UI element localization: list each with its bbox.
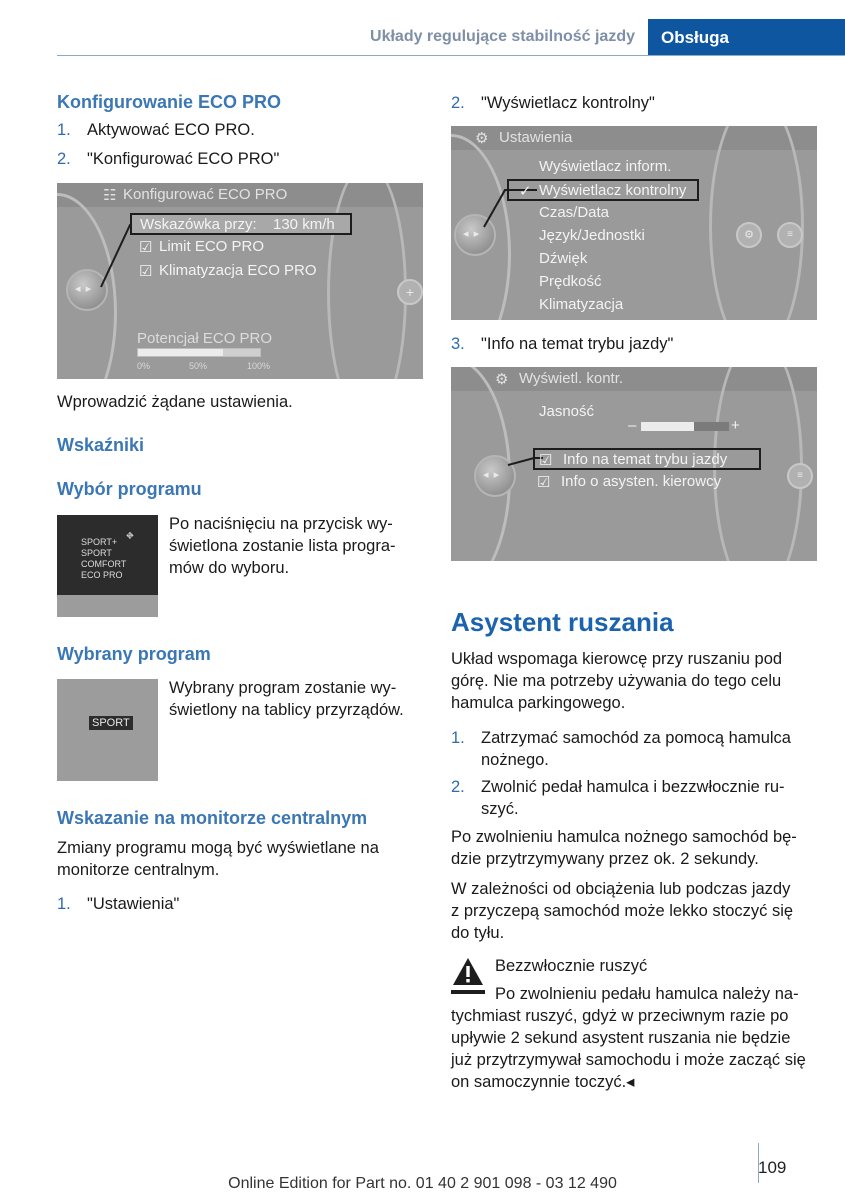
eco-pro-screen — [57, 183, 423, 379]
indicators-heading: Wskaźniki — [57, 435, 145, 455]
selected-program-photo — [57, 679, 158, 781]
display-icon: ⚙ — [495, 371, 509, 388]
step-text: "Wyświetlacz kontrolny" — [481, 94, 655, 112]
step-number: 2. — [57, 150, 71, 168]
brightness-plus[interactable]: + — [731, 417, 740, 434]
selected-text-line: Wybrany program zostanie wy- — [169, 679, 397, 697]
checkbox-icon: ☑ — [539, 452, 553, 469]
step-number: 2. — [451, 778, 465, 796]
warning-line: upływie 2 sekund asystent ruszania nie będzie — [451, 1029, 791, 1047]
program-item: COMFORT — [81, 559, 127, 569]
menu-item-label: Wyświetlacz kontrolny — [539, 182, 687, 199]
display-panel — [57, 515, 158, 595]
screen-title: Ustawienia — [499, 129, 573, 146]
option-label: Info na temat trybu jazdy — [563, 451, 728, 468]
program-text-line: świetlona zostanie lista progra- — [169, 537, 396, 555]
paragraph-line: dzie przytrzymywany przez ok. 2 sekundy. — [451, 850, 759, 868]
paragraph-line: W zależności od obciążenia lub podczas jazdy — [451, 880, 791, 898]
central-monitor-heading: Wskazanie na monitorze centralnym — [57, 808, 368, 828]
paragraph-line: z przyczepą samochód może lekko stoczyć się — [451, 902, 794, 920]
eco-pro-potential-bar — [137, 348, 261, 357]
settings-side-icon: ⚙ — [736, 222, 762, 248]
sport-badge: SPORT — [89, 716, 133, 730]
gear-icon: ⚙ — [475, 130, 489, 147]
step-text: szyć. — [481, 800, 519, 818]
warning-line: już przytrzymywał samochodu i może zacząć się — [451, 1051, 806, 1069]
eco-pro-potential-label: Potencjał ECO PRO — [137, 330, 273, 347]
settings-screen — [451, 126, 817, 320]
driver-assistance-info-option[interactable]: Info o asysten. kierowcy — [561, 473, 722, 490]
limit-eco-pro-option[interactable]: Limit ECO PRO — [159, 238, 265, 255]
section-title: Układy regulujące stabilność jazdy — [370, 28, 635, 45]
menu-side-icon: ≡ — [777, 222, 803, 248]
program-text-line: mów do wyboru. — [169, 559, 290, 577]
dsc-off-icon: ⛖ — [126, 531, 134, 542]
menu-side-icon: ≡ — [787, 463, 813, 489]
brightness-minus[interactable]: – — [628, 417, 637, 434]
step-text: Zwolnić pedał hamulca i bezzwłocznie ru- — [481, 778, 785, 796]
brightness-slider[interactable] — [641, 422, 729, 431]
step-number: 1. — [57, 121, 71, 139]
monitor-text-line: Zmiany programu mogą być wyświetlane na — [57, 839, 379, 857]
chapter-tab: Obsługa — [648, 19, 845, 55]
checkbox-icon: ☑ — [139, 239, 153, 256]
program-item: ECO PRO — [81, 570, 123, 580]
monitor-text-line: monitorze centralnym. — [57, 861, 220, 879]
plus-icon: + — [397, 279, 423, 305]
hint-label: Wskazówka przy: — [140, 216, 257, 233]
menu-item[interactable]: Klimatyzacja — [539, 296, 624, 313]
header-rule — [57, 55, 845, 56]
menu-item-selected[interactable] — [507, 179, 699, 201]
paragraph: Wprowadzić żądane ustawienia. — [57, 393, 293, 411]
warning-title: Bezzwłocznie ruszyć — [495, 957, 648, 975]
step-text: "Info na temat trybu jazdy" — [481, 335, 674, 353]
step-text: Zatrzymać samochód za pomocą hamulca — [481, 729, 791, 747]
checkbox-icon: ☑ — [537, 474, 551, 491]
step-number: 2. — [451, 94, 465, 112]
program-list — [81, 537, 126, 581]
settings-icon: ☷ — [103, 187, 117, 204]
step-number: 3. — [451, 335, 465, 353]
screen-title: Wyświetl. kontr. — [519, 370, 624, 387]
brightness-label: Jasność — [539, 403, 595, 420]
program-list-photo — [57, 515, 158, 617]
eco-pro-potential-fill — [138, 349, 223, 356]
paragraph-line: do tyłu. — [451, 924, 505, 942]
menu-item[interactable]: Dźwięk — [539, 250, 588, 267]
step-text: "Ustawienia" — [87, 895, 180, 913]
selected-program-heading: Wybrany program — [57, 644, 211, 664]
program-text-line: Po naciśnięciu na przycisk wy- — [169, 515, 393, 533]
checkbox-icon: ☑ — [139, 263, 153, 280]
menu-item[interactable]: Język/Jednostki — [539, 227, 645, 244]
hint-speed-row[interactable] — [130, 213, 352, 235]
screen-title: Konfigurować ECO PRO — [123, 186, 288, 203]
scale-label: 50% — [189, 361, 208, 371]
scale-label: 0% — [137, 361, 151, 371]
display-screen — [451, 367, 817, 561]
menu-item[interactable]: Wyświetlacz inform. — [539, 158, 672, 175]
step-number: 1. — [57, 895, 71, 913]
scale-label: 100% — [247, 361, 271, 371]
program-item: SPORT — [81, 548, 112, 558]
climate-eco-pro-option[interactable]: Klimatyzacja ECO PRO — [159, 262, 317, 279]
warning-line: on samoczynnie toczyć.◂ — [451, 1073, 635, 1091]
warning-icon — [451, 955, 485, 995]
warning-line: Po zwolnieniu pedału hamulca należy na- — [495, 985, 799, 1003]
program-item: SPORT+ — [81, 537, 118, 547]
step-text: Aktywować ECO PRO. — [87, 121, 255, 139]
brightness-fill — [641, 422, 694, 431]
edition-footer: Online Edition for Part no. 01 40 2 901 098 - 03 12 490 — [228, 1175, 617, 1192]
assist-text-line: hamulca parkingowego. — [451, 694, 626, 712]
assist-text-line: górę. Nie ma potrzeby używania do tego celu — [451, 672, 782, 690]
check-icon: ✓ — [519, 183, 532, 200]
step-text: nożnego. — [481, 751, 549, 769]
paragraph-line: Po zwolnieniu hamulca nożnego samochód bę- — [451, 828, 797, 846]
driving-mode-info-option[interactable] — [533, 448, 761, 470]
eco-pro-heading: Konfigurowanie ECO PRO — [57, 92, 282, 112]
assist-heading: Asystent ruszania — [451, 607, 674, 637]
selected-text-line: świetlony na tablicy przyrządów. — [169, 701, 404, 719]
program-selection-heading: Wybór programu — [57, 479, 202, 499]
warning-line: tychmiast ruszyć, gdyż w przeciwnym razie po — [451, 1007, 789, 1025]
page-number: 109 — [758, 1158, 787, 1177]
step-number: 1. — [451, 729, 465, 747]
menu-item[interactable]: Czas/Data — [539, 204, 610, 221]
menu-item[interactable]: Prędkość — [539, 273, 602, 290]
hint-value: 130 km/h — [273, 216, 335, 233]
step-text: "Konfigurować ECO PRO" — [87, 150, 280, 168]
assist-text-line: Układ wspomaga kierowcę przy ruszaniu pod — [451, 650, 783, 668]
